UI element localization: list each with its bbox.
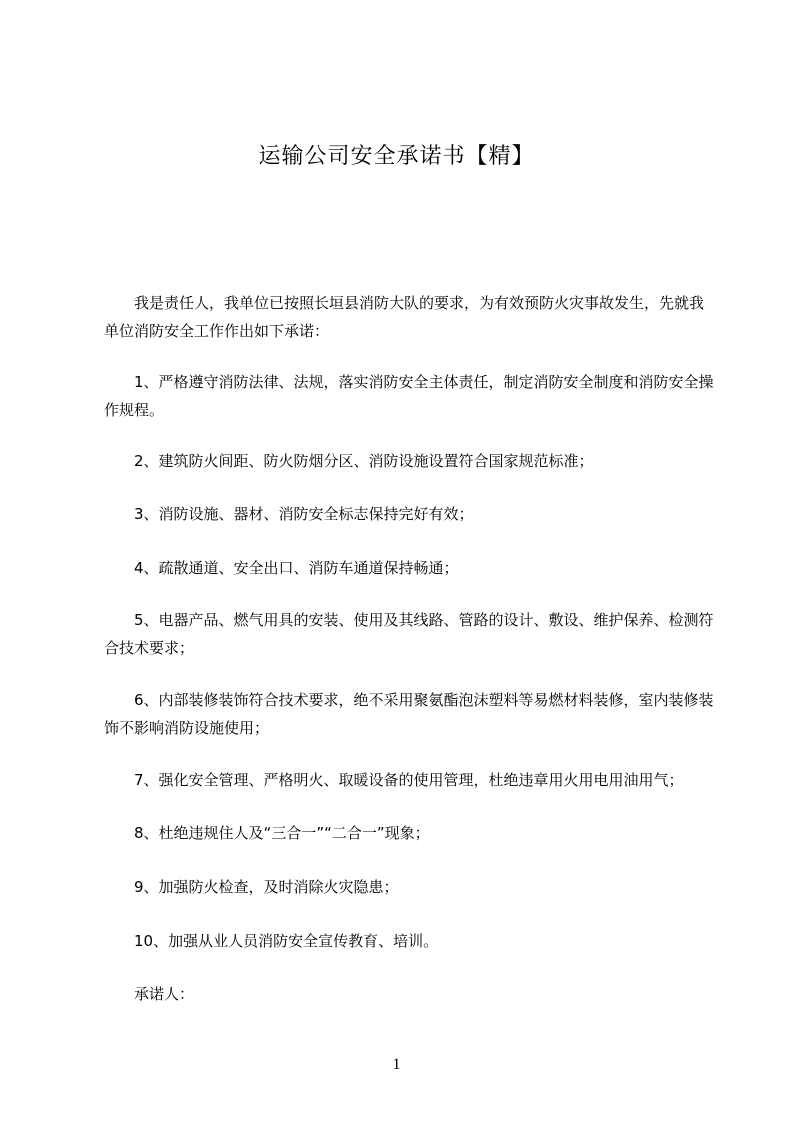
commitment-item-8: 8、杜绝违规住人及“三合一”“二合一”现象； (104, 824, 430, 842)
commitment-item-7: 7、强化安全管理、严格明火、取暖设备的使用管理，杜绝违章用火用电用油用气； (104, 771, 684, 789)
commitment-item-3: 3、消防设施、器材、消防安全标志保持完好有效； (104, 505, 474, 523)
commitment-item-6: 6、内部装修装饰符合技术要求，绝不采用聚氨酯泡沫塑料等易燃材料装修，室内装修装饰不影响消防设施使用； (104, 691, 714, 737)
intro-paragraph: 我是责任人，我单位已按照长垣县消防大队的要求，为有效预防火灾事故发生，先就我单位消防安全工作作出如下承诺： (104, 294, 705, 340)
commitment-item-2: 2、建筑防火间距、防火防烟分区、消防设施设置符合国家规范标准； (104, 452, 594, 470)
page-number: 1 (392, 1056, 401, 1073)
commitment-item-9: 9、加强防火检查，及时消除火灾隐患； (104, 878, 399, 896)
commitment-item-4: 4、疏散通道、安全出口、消防车通道保持畅通； (104, 559, 459, 577)
signatory-label: 承诺人： (104, 985, 195, 1003)
commitment-item-1: 1、严格遵守消防法律、法规，落实消防安全主体责任，制定消防安全制度和消防安全操作规程。 (104, 373, 714, 419)
commitment-item-5: 5、电器产品、燃气用具的安装、使用及其线路、管路的设计、敷设、维护保养、检测符合技术要求； (104, 611, 714, 657)
document-title: 运输公司安全承诺书【精】 (258, 144, 535, 169)
commitment-item-10: 10、加强从业人员消防安全宣传教育、培训。 (104, 932, 439, 950)
